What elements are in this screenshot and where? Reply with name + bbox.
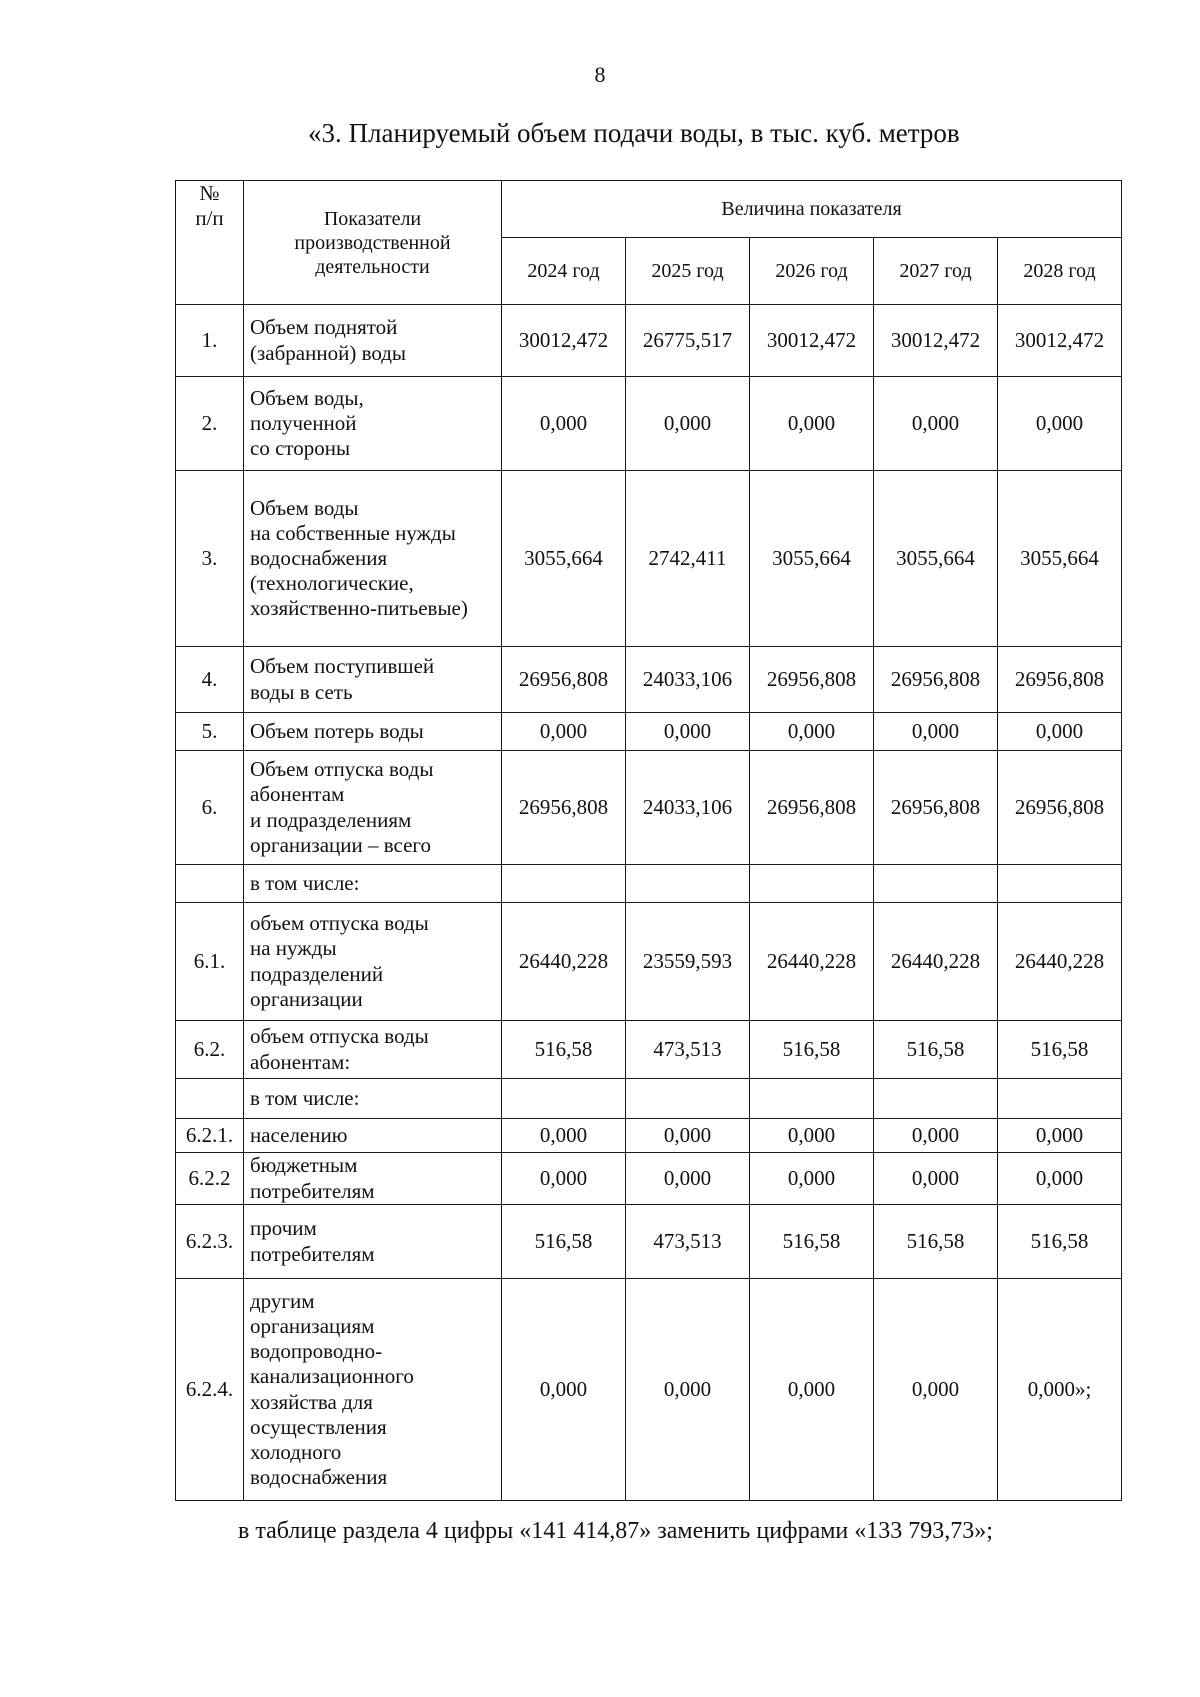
value-cell: 516,58 <box>874 1021 998 1079</box>
value-cell: 23559,593 <box>626 903 750 1021</box>
row-label-line: хозяйства для <box>250 1389 373 1414</box>
value-cell: 0,000 <box>626 1119 750 1153</box>
row-label-line: (забранной) воды <box>250 340 407 365</box>
row-label-line: Объем поступившей <box>250 654 435 679</box>
table-row <box>176 1119 1122 1153</box>
row-label <box>244 903 502 1021</box>
row-number: 3. <box>176 471 244 647</box>
table-row <box>176 903 1122 1021</box>
header-number: № п/п <box>176 181 244 305</box>
row-label <box>244 1153 502 1205</box>
row-number: 6. <box>176 751 244 865</box>
value-cell <box>874 1079 998 1119</box>
row-number: 1. <box>176 305 244 377</box>
row-label-line: организации – всего <box>250 832 432 857</box>
row-number: 6.2.3. <box>176 1205 244 1279</box>
row-label-line: подразделений <box>250 961 384 986</box>
row-label-line: воды в сеть <box>250 679 353 704</box>
header-year: 2024 год <box>502 238 626 305</box>
row-label-line: (технологические, <box>250 571 414 596</box>
row-label <box>244 305 502 377</box>
value-cell: 0,000 <box>502 713 626 751</box>
page-number: 8 <box>594 62 606 87</box>
value-cell: 0,000 <box>874 1153 998 1205</box>
table-row <box>176 647 1122 713</box>
row-label-line: абонентам: <box>250 1049 351 1074</box>
section-heading: «3. Планируемый объем подачи воды, в тыс. куб. метров <box>308 118 960 148</box>
value-cell: 0,000 <box>502 377 626 471</box>
value-cell: 516,58 <box>502 1205 626 1279</box>
row-label-line: Объем отпуска воды <box>250 757 434 782</box>
row-label-line: водоснабжения <box>250 545 388 570</box>
row-label-line: холодного <box>250 1439 342 1464</box>
row-number <box>176 865 244 903</box>
row-label-line: Объем поднятой <box>250 315 398 340</box>
value-cell: 24033,106 <box>626 751 750 865</box>
table-row <box>176 377 1122 471</box>
value-cell: 0,000 <box>502 1279 626 1501</box>
value-cell: 0,000 <box>750 377 874 471</box>
row-number: 4. <box>176 647 244 713</box>
row-number: 5. <box>176 713 244 751</box>
table-row <box>176 1079 1122 1119</box>
value-cell: 30012,472 <box>750 305 874 377</box>
value-cell: 3055,664 <box>998 471 1122 647</box>
value-cell: 26956,808 <box>502 647 626 713</box>
value-cell: 0,000 <box>626 713 750 751</box>
row-number: 6.2.4. <box>176 1279 244 1501</box>
row-label <box>244 865 502 903</box>
value-cell: 0,000 <box>750 1119 874 1153</box>
value-cell: 473,513 <box>626 1021 750 1079</box>
row-label <box>244 1119 502 1153</box>
row-label-line: потребителям <box>250 1241 375 1266</box>
row-label-line: объем отпуска воды <box>250 1024 429 1049</box>
row-label <box>244 1021 502 1079</box>
table-row <box>176 1279 1122 1501</box>
header-year: 2025 год <box>626 238 750 305</box>
value-cell: 26775,517 <box>626 305 750 377</box>
row-label-line: водопроводно- <box>250 1339 383 1364</box>
row-label-line: хозяйственно-питьевые) <box>250 596 468 621</box>
table-row <box>176 305 1122 377</box>
header-value-group: Величина показателя <box>502 181 1122 238</box>
value-cell: 0,000 <box>874 713 998 751</box>
table-body <box>176 305 1122 1501</box>
value-cell: 26956,808 <box>750 751 874 865</box>
row-label-line: организациям <box>250 1313 375 1338</box>
header-year: 2027 год <box>874 238 998 305</box>
row-label-line: и подразделениям <box>250 807 412 832</box>
value-cell: 0,000 <box>998 1153 1122 1205</box>
value-cell: 26956,808 <box>998 647 1122 713</box>
row-label <box>244 713 502 751</box>
table-row <box>176 1153 1122 1205</box>
value-cell: 26956,808 <box>874 647 998 713</box>
value-cell: 0,000 <box>874 377 998 471</box>
row-number: 6.2.2 <box>176 1153 244 1205</box>
value-cell: 3055,664 <box>502 471 626 647</box>
value-cell: 0,000 <box>874 1279 998 1501</box>
row-label-line: Объем потерь воды <box>250 718 424 743</box>
value-cell: 516,58 <box>502 1021 626 1079</box>
value-cell <box>750 865 874 903</box>
value-cell: 0,000 <box>998 377 1122 471</box>
value-cell: 0,000 <box>998 1119 1122 1153</box>
row-number: 6.2. <box>176 1021 244 1079</box>
row-label-line: Объем воды, <box>250 385 364 410</box>
row-number: 6.2.1. <box>176 1119 244 1153</box>
row-label-line: потребителям <box>250 1178 375 1203</box>
row-label-line: другим <box>250 1288 315 1313</box>
header-year: 2026 год <box>750 238 874 305</box>
table-row <box>176 1205 1122 1279</box>
value-cell: 2742,411 <box>626 471 750 647</box>
value-cell: 26440,228 <box>998 903 1122 1021</box>
row-label <box>244 377 502 471</box>
value-cell: 26440,228 <box>750 903 874 1021</box>
indicators-table <box>175 180 1122 1501</box>
row-label-line: населению <box>250 1122 348 1147</box>
table-row <box>176 713 1122 751</box>
value-cell: 3055,664 <box>750 471 874 647</box>
value-cell <box>626 865 750 903</box>
value-cell: 26956,808 <box>750 647 874 713</box>
value-cell: 516,58 <box>750 1021 874 1079</box>
table-row <box>176 1021 1122 1079</box>
value-cell: 30012,472 <box>874 305 998 377</box>
row-label <box>244 1279 502 1501</box>
value-cell: 30012,472 <box>502 305 626 377</box>
row-label-line: абонентам <box>250 782 345 807</box>
value-cell: 26440,228 <box>874 903 998 1021</box>
row-label-line: осуществления <box>250 1414 387 1439</box>
row-label-line: Объем воды <box>250 495 359 520</box>
value-cell <box>626 1079 750 1119</box>
row-label-line: бюджетным <box>250 1153 358 1178</box>
amendment-note: в таблице раздела 4 цифры «141 414,87» заменить цифрами «133 793,73»; <box>238 1518 993 1544</box>
value-cell: 0,000 <box>750 713 874 751</box>
row-label-line: на собственные нужды <box>250 520 456 545</box>
value-cell <box>874 865 998 903</box>
value-cell: 26956,808 <box>874 751 998 865</box>
row-label-line: на нужды <box>250 936 337 961</box>
value-cell: 3055,664 <box>874 471 998 647</box>
value-cell: 26956,808 <box>502 751 626 865</box>
value-cell <box>998 865 1122 903</box>
value-cell: 473,513 <box>626 1205 750 1279</box>
value-cell: 0,000 <box>750 1153 874 1205</box>
value-cell <box>998 1079 1122 1119</box>
row-number: 6.1. <box>176 903 244 1021</box>
table-row <box>176 751 1122 865</box>
value-cell <box>502 1079 626 1119</box>
value-cell: 0,000»; <box>998 1279 1122 1501</box>
value-cell: 30012,472 <box>998 305 1122 377</box>
header-indicator: Показатели производственной деятельности <box>244 181 502 305</box>
table-row <box>176 471 1122 647</box>
value-cell: 0,000 <box>502 1119 626 1153</box>
value-cell: 516,58 <box>998 1205 1122 1279</box>
value-cell: 0,000 <box>626 377 750 471</box>
row-label-line: водоснабжения <box>250 1465 388 1490</box>
value-cell <box>502 865 626 903</box>
value-cell: 516,58 <box>874 1205 998 1279</box>
value-cell: 0,000 <box>998 713 1122 751</box>
row-label <box>244 1079 502 1119</box>
value-cell <box>750 1079 874 1119</box>
row-label-line: со стороны <box>250 436 351 461</box>
value-cell: 24033,106 <box>626 647 750 713</box>
value-cell: 0,000 <box>750 1279 874 1501</box>
value-cell: 0,000 <box>626 1153 750 1205</box>
value-cell: 516,58 <box>998 1021 1122 1079</box>
row-number: 2. <box>176 377 244 471</box>
row-number <box>176 1079 244 1119</box>
row-label-line: полученной <box>250 410 357 435</box>
value-cell: 26956,808 <box>998 751 1122 865</box>
row-label <box>244 647 502 713</box>
value-cell: 516,58 <box>750 1205 874 1279</box>
value-cell: 0,000 <box>874 1119 998 1153</box>
row-label-line: организации <box>250 986 363 1011</box>
row-label-line: в том числе: <box>250 870 360 895</box>
row-label-line: в том числе: <box>250 1085 360 1110</box>
value-cell: 0,000 <box>502 1153 626 1205</box>
row-label <box>244 471 502 647</box>
row-label <box>244 751 502 865</box>
value-cell: 26440,228 <box>502 903 626 1021</box>
row-label-line: канализационного <box>250 1364 414 1389</box>
row-label-line: объем отпуска воды <box>250 911 429 936</box>
value-cell: 0,000 <box>626 1279 750 1501</box>
row-label <box>244 1205 502 1279</box>
row-label-line: прочим <box>250 1216 317 1241</box>
table-row <box>176 865 1122 903</box>
header-year: 2028 год <box>998 238 1122 305</box>
